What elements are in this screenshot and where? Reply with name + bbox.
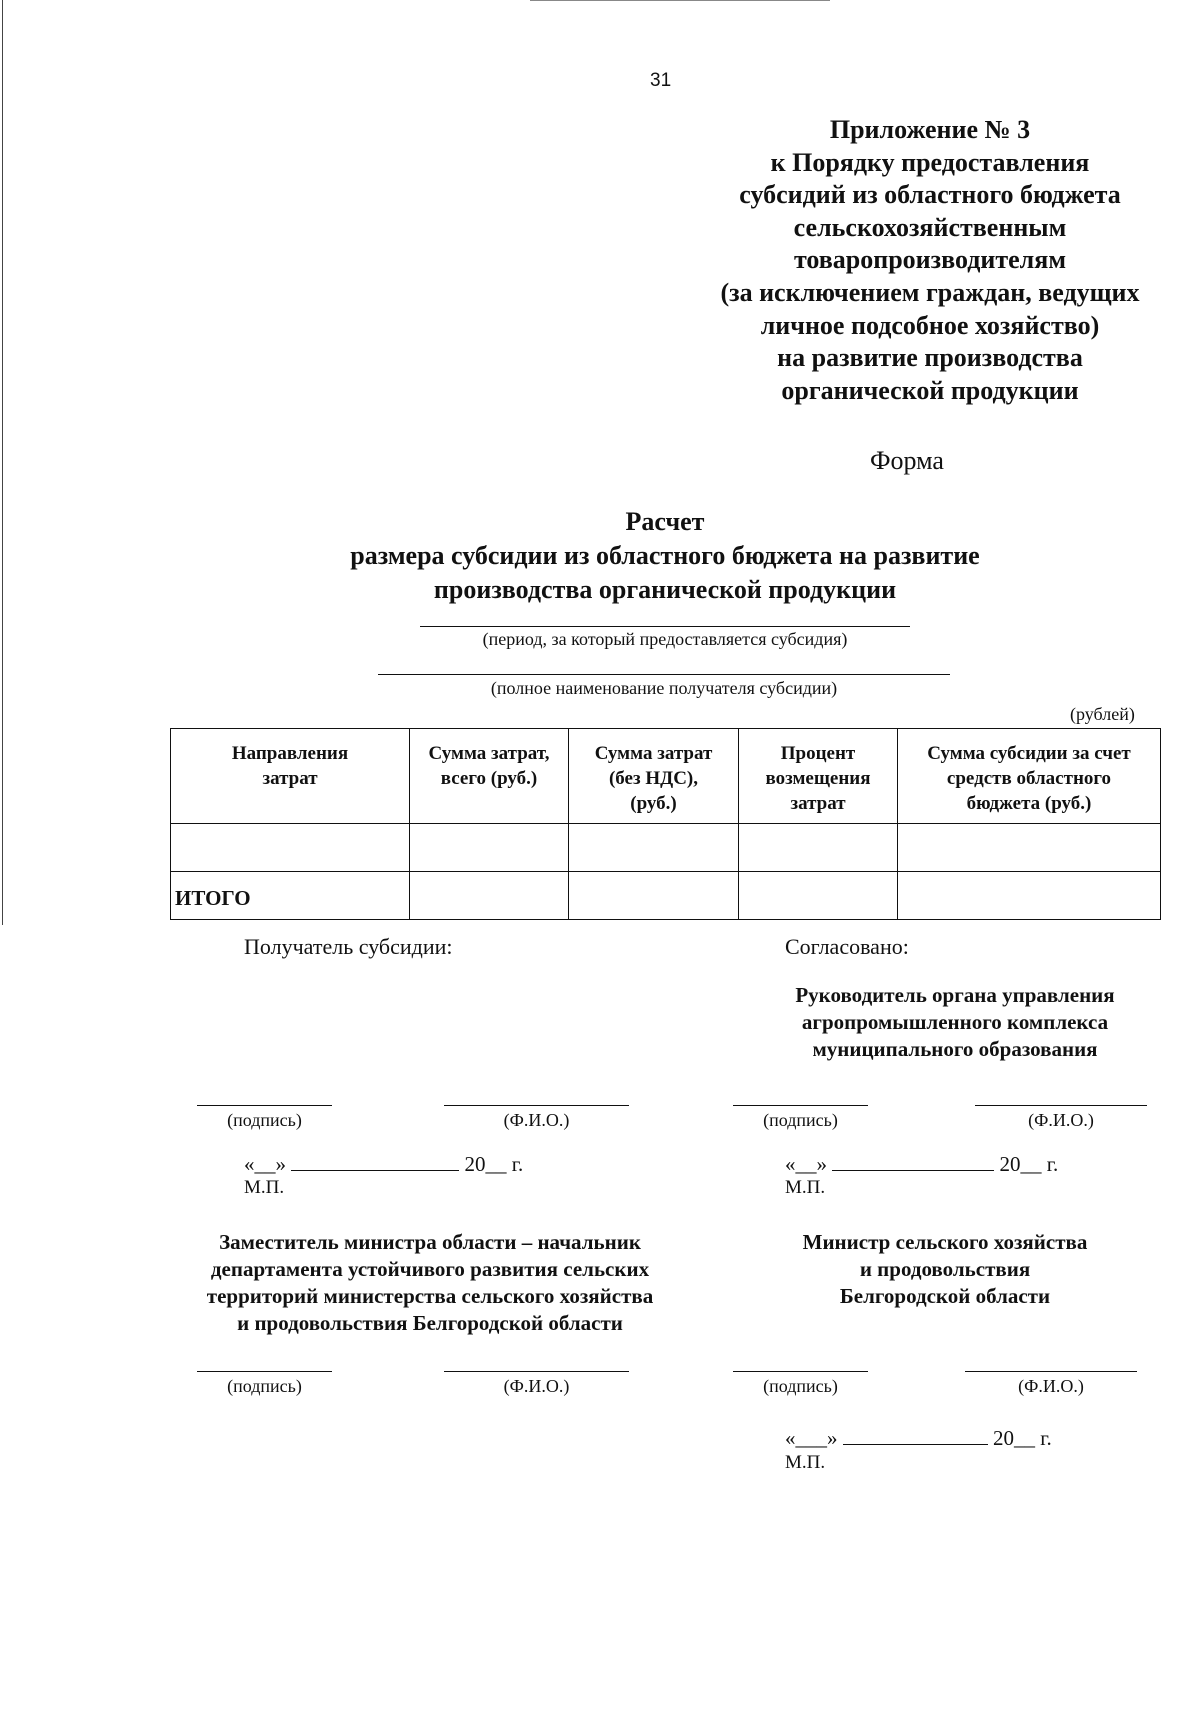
signature-caption: (подпись) (763, 1376, 838, 1396)
subsidy-table (170, 728, 1161, 920)
name-caption: (Ф.И.О.) (1018, 1376, 1084, 1396)
table-cell[interactable] (569, 872, 739, 920)
total-label: ИТОГО (171, 872, 410, 920)
scan-left-edge (2, 0, 3, 925)
title-line: Расчет (625, 507, 705, 536)
signature-caption: (подпись) (227, 1376, 302, 1396)
table-cell[interactable] (739, 824, 898, 872)
agro-head-title: Руководитель органа управления агропромышленного комплекса муниципального образования (795, 983, 1115, 1061)
header-reimbursement-percent: Процент возмещения затрат (739, 729, 898, 824)
period-blank-line[interactable] (420, 626, 910, 627)
form-label: Форма (870, 446, 944, 475)
agro-head-date[interactable]: «__» 20__ г. (785, 1152, 1059, 1176)
table-cell[interactable] (898, 824, 1161, 872)
deputy-signature-line[interactable] (197, 1371, 332, 1372)
header-cost-directions: Направления затрат (171, 729, 410, 824)
recipient-signature-line[interactable] (197, 1105, 332, 1106)
title-line: размера субсидии из областного бюджета на развитие (350, 541, 980, 570)
stamp-label: М.П. (785, 1177, 826, 1198)
minister-title: Министр сельского хозяйства и продовольствия Белгородской области (802, 1230, 1088, 1308)
table-cell[interactable] (171, 824, 410, 872)
agro-head-signature-line[interactable] (733, 1105, 868, 1106)
minister-date[interactable]: «___» 20__ г. (785, 1426, 1052, 1450)
name-caption: (Ф.И.О.) (503, 1376, 570, 1396)
recipient-blank-line[interactable] (378, 674, 950, 675)
unit-note: (рублей) (1070, 704, 1135, 724)
name-caption: (Ф.И.О.) (503, 1110, 570, 1130)
scan-top-rule (530, 0, 830, 1)
page-number: 31 (650, 70, 672, 91)
appendix-line: Приложение № 3 (829, 115, 1031, 144)
period-caption: (период, за который предоставляется субсидия) (482, 629, 848, 649)
recipient-caption: (полное наименование получателя субсидии) (490, 678, 838, 698)
stamp-label: М.П. (785, 1452, 826, 1473)
appendix-line: органической продукции (781, 375, 1079, 405)
title-line: производства органической продукции (433, 575, 897, 604)
table-header-row (171, 729, 1161, 824)
minister-name-line[interactable] (965, 1371, 1137, 1372)
appendix-line: субсидий из областного бюджета (739, 180, 1121, 210)
deputy-name-line[interactable] (444, 1371, 629, 1372)
signature-caption: (подпись) (763, 1110, 838, 1130)
agreed-label: Согласовано: (785, 934, 909, 959)
recipient-label: Получатель субсидии: (244, 934, 453, 959)
appendix-line: к Порядку предоставления (770, 147, 1090, 177)
signature-caption: (подпись) (227, 1110, 302, 1130)
recipient-date[interactable]: «__» 20__ г. (244, 1152, 524, 1176)
minister-signature-line[interactable] (733, 1371, 868, 1372)
table-cell[interactable] (898, 872, 1161, 920)
deputy-minister-title: Заместитель министра области – начальник департамента устойчивого развития сельских территорий министерства сельского хозяйства и продовольствия Белгородской области (206, 1230, 654, 1335)
document-title (250, 505, 1080, 607)
table-cell[interactable] (410, 872, 569, 920)
appendix-line: (за исключением граждан, ведущих (720, 277, 1140, 307)
appendix-line: личное подсобное хозяйство) (760, 310, 1100, 340)
recipient-name-line[interactable] (444, 1105, 629, 1106)
header-costs-without-vat: Сумма затрат (без НДС), (руб.) (569, 729, 739, 824)
appendix-line: товаропроизводителям (793, 245, 1067, 275)
appendix-line: на развитие производства (777, 343, 1083, 373)
table-cell[interactable] (569, 824, 739, 872)
table-total-row (171, 872, 1161, 920)
name-caption: (Ф.И.О.) (1028, 1110, 1094, 1130)
table-cell[interactable] (739, 872, 898, 920)
table-cell[interactable] (410, 824, 569, 872)
appendix-line: сельскохозяйственным (793, 212, 1067, 242)
table-row (171, 824, 1161, 872)
agro-head-name-line[interactable] (975, 1105, 1147, 1106)
stamp-label: М.П. (244, 1177, 285, 1198)
appendix-header (660, 114, 1200, 407)
header-total-costs: Сумма затрат, всего (руб.) (410, 729, 569, 824)
header-subsidy-amount: Сумма субсидии за счет средств областного бюджета (руб.) (898, 729, 1161, 824)
